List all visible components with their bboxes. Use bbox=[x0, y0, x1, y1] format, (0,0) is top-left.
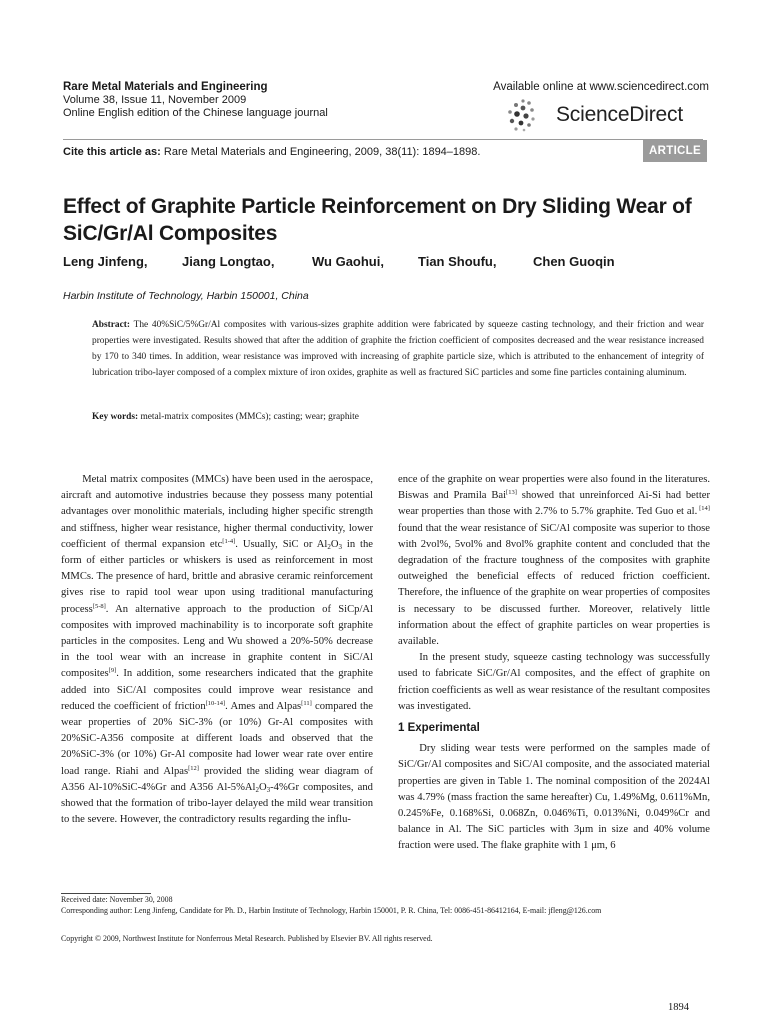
keywords-text: metal-matrix composites (MMCs); casting; wear; graphite bbox=[140, 412, 359, 422]
citation-text: Rare Metal Materials and Engineering, 2009, 38(11): 1894–1898. bbox=[163, 146, 481, 158]
affiliation: Harbin Institute of Technology, Harbin 150001, China bbox=[63, 290, 309, 302]
body-paragraph: Metal matrix composites (MMCs) have been used in the aerospace, aircraft and automotive industries because they possess many potential advantages over monolithic materials, including higher specific strength and stiffness, higher wear resistance, higher thermal conductivity, lower coefficient of thermal expansion etc[1-4]. Usually, SiC or $Al_2O_3$ in the form of either particles or whiskers is used as reinforcement in most MMCs. The presence of hard, brittle and abrasive ceramic reinforcement gives rise to rapid tool wear upon using traditional manufacturing process[5-8]. An alternative approach to the production of SiCp/Al composites with improved machinability is to incorporate soft graphite particles in the composites. Leng and Wu showed a 20%-50% decrease in the tool wear with an increase in graphite content in SiC/Al composites[9]. In addition, some researchers indicated that the graphite added into SiC/Al composites could improve wear resistance and reduced the coefficient of friction[10-14]. Ames and Alpas[11] compared the wear properties of 20% SiC-3% (or 10%) Gr-Al composites with 20%SiC-A356 composite at different loads and observed that the 20%SiC-3% (or 10%) Gr-Al composite had lower wear rate over entire load range. Riahi and Alpas[12] provided the sliding wear diagram of A356 Al-10%SiC-4%Gr and A356 $Al-5\%Al_2O_3-4\%Gr$ composites, and showed that the formation of tribo-layer delayed the mild wear transition to the severe. However, the contradictory results regarding the influ- bbox=[61, 474, 374, 826]
keywords-label: Key words: bbox=[92, 412, 139, 422]
received-date: Received date: November 30, 2008 bbox=[61, 895, 173, 904]
journal-edition: Online English edition of the Chinese language journal bbox=[63, 107, 328, 119]
body-paragraph: In the present study, squeeze casting technology was successfully used to fabricate SiC/Gr/Al composites, and the effect of graphite on friction coefficients as well as wear resistance of the resultant composites was investigated. bbox=[398, 652, 710, 712]
citation-row bbox=[63, 146, 480, 158]
page-number: 1894 bbox=[668, 1002, 689, 1013]
author[interactable]: Jiang Longtao, bbox=[182, 254, 275, 269]
section-heading: 1 Experimental bbox=[398, 722, 480, 735]
author[interactable]: Wu Gaohui, bbox=[312, 254, 384, 269]
body-column-right bbox=[398, 472, 710, 855]
sciencedirect-dots-icon bbox=[506, 98, 536, 132]
author[interactable]: Tian Shoufu, bbox=[418, 254, 497, 269]
body-paragraph: Dry sliding wear tests were performed on the samples made of SiC/Gr/Al composites and SiC/Al composite, and the associated material properties are given in Table 1. The nominal composition of the 2024Al was 4.79% (mass fraction the same hereafter) Cu, 1.49%Mg, 0.611%Mn, 0.245%Fe, 0.168%Si, 0.068Zn, 0.046%Ti, 0.013%Ni, 0.049%Cr and balance in Al. The SiC particles with 3μm in size and 40% volume fraction were used. The flake graphite with 1 μm, 6 bbox=[398, 743, 710, 852]
citation-divider bbox=[63, 139, 703, 140]
author[interactable]: Leng Jinfeng, bbox=[63, 254, 148, 269]
body-paragraph: ence of the graphite on wear properties were also found in the literatures. Biswas and Pramila Bai[13] showed that unreinforced Ai-Si had better wear properties than those with 2.7% to 5.7% graphite. Ted Guo et al. [14] found that the wear resistance of SiC/Al composite was superior to those with 2vol%, 5vol% and 8vol% graphite content and concluded that the degradation of the fracture toughness of the composites with graphite outweighed the beneficial effects of reduced friction coefficient. Therefore, the influence of the graphite on wear properties of composites is necessary to be discussed further. Moreover, relatively little information about the effect of graphite particles on wear properties is available. bbox=[398, 474, 710, 648]
available-online-link[interactable]: Available online at www.sciencedirect.com bbox=[493, 81, 709, 93]
footnotes bbox=[61, 894, 707, 916]
body-column-left bbox=[61, 472, 373, 828]
keywords bbox=[92, 409, 704, 425]
article-type-badge: ARTICLE bbox=[643, 140, 707, 162]
publisher-block bbox=[470, 80, 720, 126]
citation-label: Cite this article as: bbox=[63, 146, 161, 158]
abstract-text: The 40%SiC/5%Gr/Al composites with various-sizes graphite addition were fabricated by squeeze casting technology, and their friction and wear properties were investigated. Results showed that after the addition of graphite the friction coefficient of composites decreased and the wear resistance increased by 170 to 340 times. In addition, wear resistance was improved with increasing of graphite particle size, which is attributed to the enhancement of integrity of lubrication tribo-layer composed of a complex mixture of iron oxides, graphite as well as fractured SiC particles and some fine particles containing aluminum. bbox=[92, 320, 704, 378]
corresponding-author: Corresponding author: Leng Jinfeng, Candidate for Ph. D., Harbin Institute of Technology, Harbin 150001, P. R. China, Tel: 0086-451-86412164, E-mail: jfleng@126.com bbox=[61, 906, 602, 915]
journal-info bbox=[63, 80, 423, 120]
sciencedirect-brand: ScienceDirect bbox=[556, 103, 683, 126]
article-title: Effect of Graphite Particle Reinforcement on Dry Sliding Wear of SiC/Gr/Al Composites bbox=[63, 195, 692, 245]
abstract bbox=[92, 317, 704, 381]
author[interactable]: Chen Guoqin bbox=[533, 254, 615, 269]
copyright: Copyright © 2009, Northwest Institute for Nonferrous Metal Research. Published by Elsevier BV. All rights reserved. bbox=[61, 934, 433, 943]
abstract-label: Abstract: bbox=[92, 320, 131, 330]
journal-name: Rare Metal Materials and Engineering bbox=[63, 81, 268, 93]
journal-issue: Volume 38, Issue 11, November 2009 bbox=[63, 94, 247, 106]
